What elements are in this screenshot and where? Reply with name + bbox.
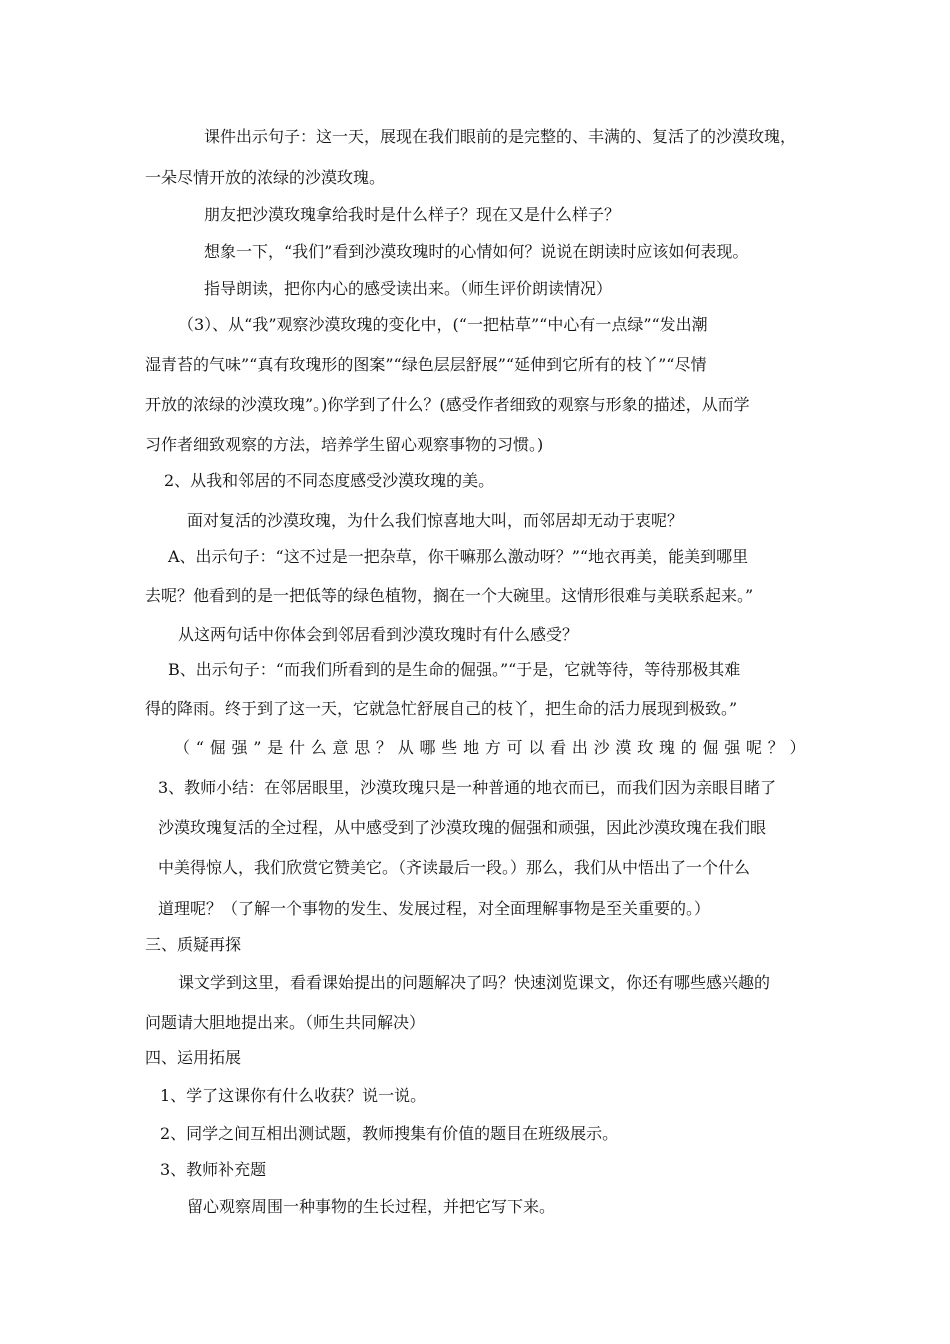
spaced-character: 强 bbox=[724, 738, 741, 757]
paragraph-line: 2、从我和邻居的不同态度感受沙漠玫瑰的美。 bbox=[164, 471, 495, 490]
spaced-character: 出 bbox=[571, 738, 588, 757]
spaced-character: 哪 bbox=[419, 738, 436, 757]
paragraph-line: 湿青苔的气味”“真有玫瑰形的图案”“绿色层层舒展”“延伸到它所有的枝丫”“尽情 bbox=[145, 355, 707, 374]
spaced-character: 些 bbox=[441, 738, 458, 757]
spaced-character: 倔 bbox=[209, 738, 226, 757]
spaced-character: ” bbox=[253, 738, 262, 757]
paragraph-line: 课件出示句子：这一天，展现在我们眼前的是完整的、丰满的、复活了的沙漠玫瑰， bbox=[204, 127, 797, 146]
spaced-character: 以 bbox=[528, 738, 545, 757]
spaced-character: 可 bbox=[506, 738, 523, 757]
spaced-character: （ bbox=[174, 738, 191, 757]
paragraph-line: 一朵尽情开放的浓绿的沙漠玫瑰。 bbox=[145, 168, 386, 187]
paragraph-line: 习作者细致观察的方法，培养学生留心观察事物的习惯。) bbox=[145, 435, 544, 454]
section-heading: 三、质疑再探 bbox=[145, 935, 242, 954]
spaced-character: 什 bbox=[288, 738, 305, 757]
spaced-character: 么 bbox=[310, 738, 327, 757]
spaced-character: ） bbox=[789, 738, 806, 757]
spaced-paragraph-line bbox=[174, 733, 806, 763]
paragraph-line: 指导朗读，把你内心的感受读出来。（师生评价朗读情况） bbox=[204, 279, 613, 298]
spaced-character: 漠 bbox=[615, 738, 632, 757]
paragraph-line: 开放的浓绿的沙漠玫瑰”。)你学到了什么？(感受作者细致的观察与形象的描述，从而学 bbox=[145, 395, 750, 414]
paragraph-line: 想象一下，“我们”看到沙漠玫瑰时的心情如何？说说在朗读时应该如何表现。 bbox=[204, 242, 749, 261]
paragraph-line: 面对复活的沙漠玫瑰，为什么我们惊喜地大叫，而邻居却无动于衷呢？ bbox=[187, 511, 684, 530]
spaced-character: ？ bbox=[376, 738, 393, 757]
paragraph-line: 从这两句话中你体会到邻居看到沙漠玫瑰时有什么感受？ bbox=[178, 625, 579, 644]
spaced-character: 方 bbox=[484, 738, 501, 757]
spaced-character: 沙 bbox=[593, 738, 610, 757]
spaced-character: ？ bbox=[767, 738, 784, 757]
list-item: 3、教师补充题 bbox=[160, 1160, 267, 1179]
paragraph-line: 去呢？他看到的是一把低等的绿色植物，搁在一个大碗里。这情形很难与美联系起来。” bbox=[145, 586, 754, 605]
spaced-character: 思 bbox=[354, 738, 371, 757]
spaced-character: 瑰 bbox=[658, 738, 675, 757]
paragraph-line: 沙漠玫瑰复活的全过程，从中感受到了沙漠玫瑰的倔强和顽强，因此沙漠玫瑰在我们眼 bbox=[158, 818, 767, 837]
list-item: 2、同学之间互相出测试题，教师搜集有价值的题目在班级展示。 bbox=[160, 1124, 619, 1143]
paragraph-line: 得的降雨。终于到了这一天，它就急忙舒展自己的枝丫，把生命的活力展现到极致。” bbox=[145, 699, 738, 718]
list-item: 1、学了这课你有什么收获？说一说。 bbox=[160, 1086, 427, 1105]
spaced-character: 看 bbox=[550, 738, 567, 757]
spaced-character: 意 bbox=[332, 738, 349, 757]
paragraph-line: 朋友把沙漠玫瑰拿给我时是什么样子？现在又是什么样子？ bbox=[204, 205, 621, 224]
spaced-character: 呢 bbox=[746, 738, 763, 757]
spaced-character: 玫 bbox=[637, 738, 654, 757]
spaced-character: 地 bbox=[463, 738, 480, 757]
spaced-character: 是 bbox=[267, 738, 284, 757]
paragraph-line: 课文学到这里，看看课始提出的问题解决了吗？快速浏览课文，你还有哪些感兴趣的 bbox=[178, 973, 771, 992]
paragraph-line: （3）、从“我”观察沙漠玫瑰的变化中，(“一把枯草”“中心有一点绿”“发出潮 bbox=[178, 315, 708, 334]
spaced-character: 强 bbox=[231, 738, 248, 757]
paragraph-line: 中美得惊人，我们欣赏它赞美它。（齐读最后一段。）那么，我们从中悟出了一个什么 bbox=[158, 858, 751, 877]
paragraph-line: 3、教师小结：在邻居眼里，沙漠玫瑰只是一种普通的地衣而已，而我们因为亲眼目睹了 bbox=[158, 778, 777, 797]
spaced-character: 从 bbox=[397, 738, 414, 757]
spaced-character: 倔 bbox=[702, 738, 719, 757]
paragraph-line: 留心观察周围一种事物的生长过程，并把它写下来。 bbox=[187, 1197, 556, 1216]
paragraph-line: 问题请大胆地提出来。（师生共同解决） bbox=[145, 1013, 426, 1032]
paragraph-line: B、出示句子：“而我们所看到的是生命的倔强。”“于是，它就等待，等待那极其难 bbox=[168, 660, 741, 679]
section-heading: 四、运用拓展 bbox=[145, 1048, 242, 1067]
spaced-character: 的 bbox=[680, 738, 697, 757]
paragraph-line: A、出示句子：“这不过是一把杂草，你干嘛那么激动呀？”“地衣再美，能美到哪里 bbox=[168, 547, 749, 566]
spaced-character: “ bbox=[195, 738, 204, 757]
paragraph-line: 道理呢？（了解一个事物的发生、发展过程，对全面理解事物是至关重要的。） bbox=[158, 899, 711, 918]
